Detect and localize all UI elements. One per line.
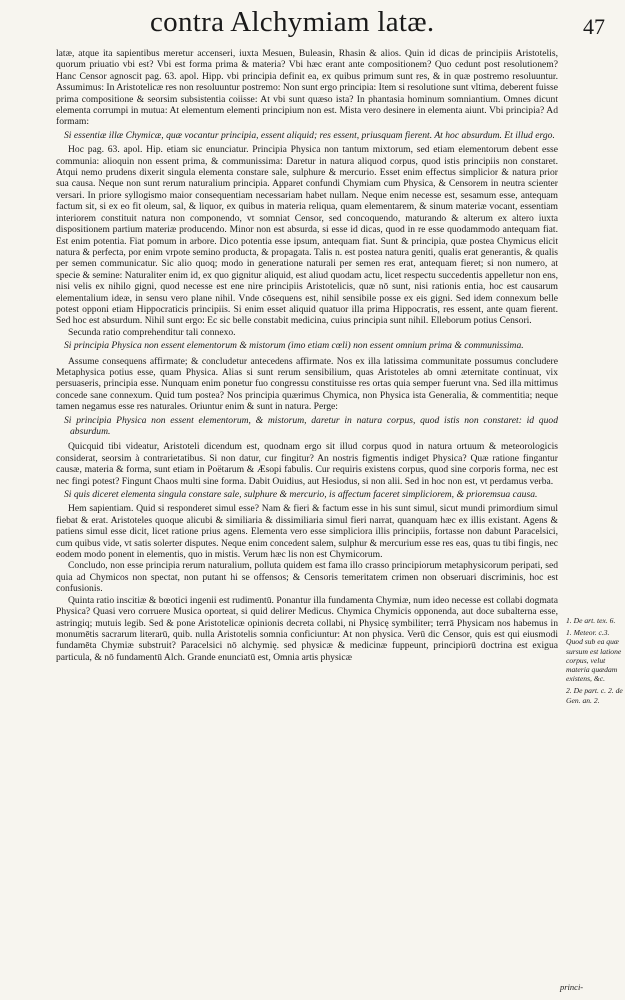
body-text — [56, 48, 558, 663]
paragraph: Hem sapientiam. Quid si responderet simul esse? Nam & fieri & factum esse in his sunt simul, sicut mundi primordium simul fiebat & erat. Aristoteles quoque alicubi & similiaria & dissimiliaria simul fieri narrat, quanquam hæc ex illis existant. Agens & patiens simul esse dicit, licet ratione prius agens. Elementa vero esse simpliciora illis principiis, fortasse non dabunt Paracelsici, cum quibus vide, vt satis solerter disputes. Neque enim concedent salem, sulphur & mercurium esse res eas, quas tu tibi fingis, nec eodem modo ponent in elementis, quo in mistis. Verum hæc lis non est Chymicorum. — [56, 503, 558, 561]
paragraph: Assume consequens affirmate; & concludetur antecedens affirmate. Nos ex illa latissima communitate possumus concludere Metaphysica potius esse, quam Physica. Alias si sunt rerum sensibilium, quas Aristoteles ab omni æternitate continuat, vix persuaseris, principia esse. Nunquam enim ponetur fuo congressu constituisse res ortas quia semper fuerunt vna. Sed illa mittimus concede sane connexum. Quid tum postea? Nos principia quærimus Chymica, non Physica ista Generalia, & commentitia; neque tamen negamus esse res naturales. Oriuntur enim & sunt in natura. Perge: — [56, 355, 558, 413]
paragraph: Si essentiæ illæ Chymicæ, quæ vocantur principia, essent aliquid; res essent, priusquam fierent. At hoc absurdum. Et illud ergo. — [64, 129, 555, 141]
paragraph: Secunda ratio comprehenditur tali connexo. — [68, 326, 236, 338]
paragraph: Hoc pag. 63. apol. Hip. etiam sic enunciatur. Principia Physica non tantum mixtorum, sed etiam elementorum debent esse communia: alioquin non essent prima, & communissima: Daretur in natura aliquod corpus, quod istis principiis non constaret. Atqui nemo prudens dixerit singula elementa constare sale, sulphure & mercurio. Esset enim effectus simplicior & natura prior sua causa. Neque non sunt rerum naturalium principia. Apparet confundi Chymiam cum Physica, & Censorem in neutra scienter versari. In priore syllogismo maior consequentiam necessariam habet nullam. Neque enim necesse est, sesamum esse, antequam factum sit, si ex eo fit oleum, sal, & liquor, ex quibus in materia reliqua, quam elementarem, & sinum materiæ vocant, essentiam interiorem constituit natura non componendo, vt somniat Censor, sed concoquendo, maturando & alterum ex altero iuxta dispositionem partium materiæ producendo. Minor non est absurda, si esse id dicas, quod in re esse quodammodo antequam fiat. Est enim potentia. Fiat pomum in arbore. Dico potentia esse ipsum, antequam fiat. Sunt & principia, quæ postea Chymicus elicit natura & perfecta, por enim vrpote semino producta, & propagata. Talis n. est postea natura geniti, qualis erat generantis, & qualis per semen communicatur. Sic alio quoq; modo in generatione naturali per semen res erat, antequam fieret; si non numero, at specie & semine: Naturaliter enim id, ex quo gignitur aliquid, est aliud quodam actu, licet respectu succedentis appelletur non ens, nisi velis ex nihilo gigni, quod necesse est ene nire principiis Aristotelicis, quæ nō sunt, nisi rationis entia, hoc est causarum elementalium ideæ, in sensu vero plane nihil. Vnde cōsequens est, nihil sensibile posse ex eis gigni. Sed idem connexum belle potest opponi etiam Hippocraticis principiis. Si enim esset aliquid quatuor illa prima Hippocratis, res essent, ante quam fierent. Sed hoc est absurdum. Nihil sunt ergo: Ec sic belle constabit medicina, cuius principia sunt nihil. Elleborum potius Censori. — [56, 144, 558, 327]
paragraph: Si quis diceret elementa singula constare sale, sulphure & mercurio, is affectum faceret simpliciorem, & prioremsua causa. — [64, 489, 538, 501]
margin-note: 1. Meteor. c.3. Quod sub ea quæ sursum est latione corpus, velut materia quædam existens, &c. — [566, 628, 622, 684]
page-number: 47 — [583, 14, 605, 39]
margin-note: 1. De art. tex. 6. — [566, 616, 616, 625]
page-header — [0, 4, 625, 48]
paragraph: latæ, atque ita sapientibus meretur accenseri, iuxta Mesuen, Buleasin, Rhasin & alios. Quin id dicas de principiis Aristotelis, quorum priuatio vbi est? Vbi est forma prima & materia? Vbi hæc erant ante compositionem? Quo cedunt post resolutionem? Hanc Censor agnoscit pag. 63. apol. Hipp. vbi principia definit ea, ex quibus primum sunt res, & in quæ postremo resoluuntur. Assumimus: In Aristotelicæ res non resoluuntur postremo: Non sunt ergo principia: Item si resolutione sunt vltima, deberent fuisse prima compositione & seorsim subsistentia coiisse: At vbi sunt quæso ista? In phantasia hominum somniantium. Omnes dicunt elementa corrumpi in mutua: At elementum elementi principium non est. Mista vero desinere in elementa aiunt. Vbi principia? Ad formam: — [56, 48, 558, 128]
paragraph: Concludo, non esse principia rerum naturalium, polluta quidem est fama illo crasso principiorum metaphysicorum peripati, sed quia ad Chymicos non spectat, non putant hi se offensos; & Censoris temeritatem crimen non obseruari discriminis, hoc est confusionis. — [56, 560, 558, 595]
running-title: contra Alchymiam latæ. — [150, 6, 435, 38]
paragraph: Quicquid tibi videatur, Aristoteli dicendum est, quodnam ergo sit illud corpus quod in natura ortuum & meteorologicis considerat, seorsim à contrarietatibus. Si non datur, cur fingitur? An nostris figmentis indiget Physica? Quæ ratione fingantur causæ, materia & forma, sunt etiam in Poëtarum & Æsopi fabulis. Cur requiris existens corpus, quod sine corporis forma, nec est nec fingi potest? Fingunt Chaos multi sine forma. Dabit Ouidius, aut Hesiodus, si non alii. Sed in hoc non est, vt perdamus verba. — [56, 441, 558, 487]
paragraph: Si principia Physica non essent elementorum, & mistorum, daretur in natura corpus, quod istis non constaret: id quod absurdum. — [64, 414, 558, 437]
catchword: princi- — [560, 982, 584, 992]
paragraph: Quinta ratio inscitiæ & bœotici ingenii est rudimentū. Ponantur illa fundamenta Chymiæ, num ideo necesse est collabi dogmata Physica? Quasi vero corruere Musica oporteat, si quid delirer Medicus. Chymica Chymicis opponenda, aut doce subalterna esse, astringiq; mutuis legib. Sed & pone Aristotelicæ opinionis decreta collabi, ni Physicę symbiliter; terrā Physicam nos habemus in monumētis sacrarum literarū, quib. nulla Aristotelis somnia conficiuntur: At non physica. Verū dic Censor, quis est qui eiusmodi fundamēta Chymiæ substruit? Paracelsici nō alchymię. sed physicæ & medicinæ fuppeunt, principiorū doctrina est exigua particula, & nō fundamentū Alch. Grande enunciatū est, Omnia artis physicæ — [56, 594, 558, 663]
margin-note: 2. De part. c. 2. de Gen. an. 2. — [566, 686, 623, 705]
margin-notes — [566, 616, 623, 708]
paragraph: Si principia Physica non essent elementorum & mistorum (imo etiam cœli) non essent omnium prima & communissima. — [64, 340, 524, 352]
